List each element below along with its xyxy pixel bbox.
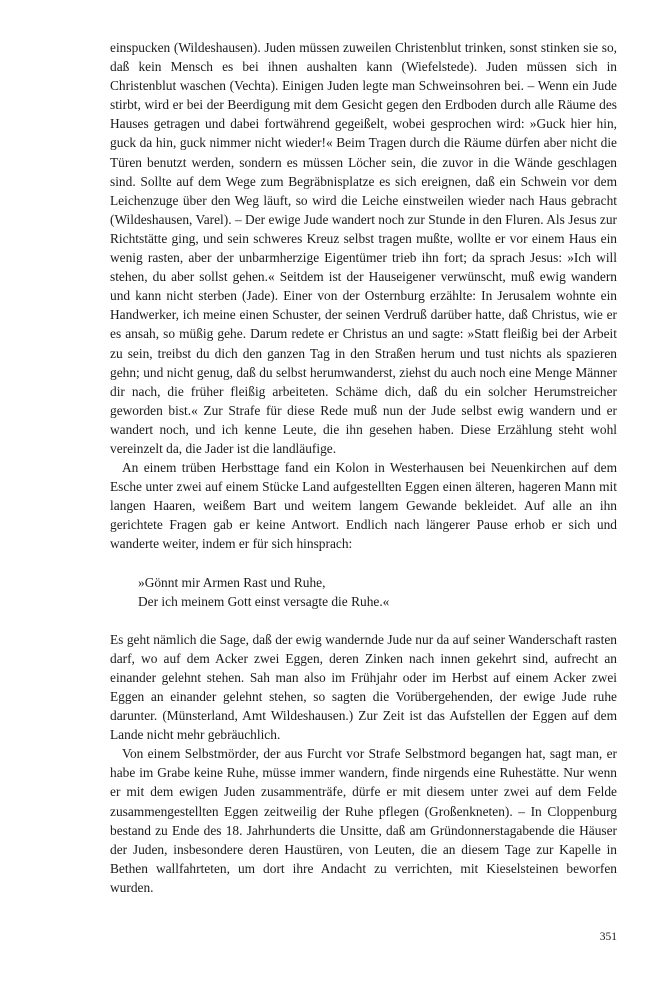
paragraph-2: An einem trüben Herbsttage fand ein Kolon in Westerhausen bei Neuenkirchen auf dem Esche unter zwei auf einem Stücke Land aufgestellten Eggen einen älteren, hageren Mann mit langen Haaren, weißem Bart und weitem langem Gewande bekleidet. Auf alle an ihn gerichtete Fragen gab er keine Antwort. Endlich nach längerer Pause erhob er sich und wanderte weiter, indem er für sich hinsprach: (110, 460, 617, 552)
verse-line-2: Der ich meinem Gott einst versagte die Ruhe.« (138, 593, 390, 609)
paragraph-3: Es geht nämlich die Sage, daß der ewig wandernde Jude nur da auf seiner Wanderschaft rasten darf, wo auf dem Acker zwei Eggen, deren Zinken nach innen gekehrt sind, aufrecht an einander gelehnt stehen. Sah man also im Frühjahr oder im Herbst auf einem Acker zwei Eggen an einander gelehnt stehen, so sagten die Vorübergehenden, der ewige Jude ruhe darunter. (Münsterland, Amt Wildeshausen.) Zur Zeit ist das Aufstellen der Eggen auf dem Lande nicht mehr gebräuchlich. (110, 631, 617, 743)
verse-line-1: »Gönnt mir Armen Rast und Ruhe, (138, 574, 326, 590)
page-body (110, 38, 617, 897)
page-number: 351 (599, 931, 617, 943)
verse-block (138, 573, 617, 611)
paragraph-4: Von einem Selbstmörder, der aus Furcht vor Strafe Selbstmord begangen hat, sagt man, er habe im Grabe keine Ruhe, müsse immer wandern, finde nirgends eine Ruhestätte. Nur wenn er mit dem ewigen Juden zusammenträfe, dürfe er mit diesem unter zwei auf dem Felde zusammengestellten Eggen zeitweilig der Ruhe pflegen (Großenkneten). – In Cloppenburg bestand zu Ende des 18. Jahrhunderts die Unsitte, daß am Gründonnerstagabende die Häuser der Juden, insbesondere deren Haustüren, von Leuten, die an diesem Tage zur Kapelle in Bethen wallfahrteten, um dort ihre Andacht zu verrichten, mit Kieselsteinen beworfen wurden. (110, 746, 617, 895)
paragraph-1: einspucken (Wildeshausen). Juden müssen zuweilen Christenblut trinken, sonst stinken sie so, daß kein Mensch es bei ihnen aushalten kann (Wiefelstede). Juden müssen sich in Christenblut waschen (Vechta). Einigen Juden legte man Schweinsohren bei. – Wenn ein Jude stirbt, wird er bei der Beerdigung mit dem Gesicht gegen den Erdboden durch alle Räume des Hauses getragen und dabei fortwährend gegeißelt, wobei gesprochen wird: »Guck hier hin, guck da hin, guck nimmer nicht wieder!« Beim Tragen durch die Räume dürfen aber nicht die Türen benutzt werden, sondern es müssen Löcher sein, die zuvor in die Wände geschlagen sind. Sollte auf dem Wege zum Begräbnisplatze es sich ereignen, daß ein Schwein vor dem Leichenzuge über den Weg läuft, so wird die Leiche einstweilen wieder nach Haus gebracht (Wildeshausen, Varel). – Der ewige Jude wandert noch zur Stunde in den Fluren. Als Jesus zur Richtstätte ging, und sein schweres Kreuz selbst tragen mußte, wollte er vor einem Haus ein wenig rasten, aber der unbarmherzige Eigentümer trieb ihn fort; da sprach Jesus: »Ich will stehen, du aber sollst gehen.« Seitdem ist der Hauseigener verwünscht, muß ewig wandern und kann nicht sterben (Jade). Einer von der Osternburg erzählte: In Jerusalem wohnte ein Handwerker, ich meine einen Schuster, der seinen Verdruß darüber hatte, daß Christus, wie er es ansah, so müßig gehe. Darum redete er Christus an und sagte: »Statt fleißig bei der Arbeit zu sein, treibst du dich den ganzen Tag in den Straßen herum und tust nichts als spazieren gehn; und nicht genug, daß du selbst herumwanderst, ziehst du auch noch eine Menge Männer dir nach, die früher fleißig arbeiteten. Schäme dich, daß du ein solcher Herumstreicher geworden bist.« Zur Strafe für diese Rede muß nun der Jude selbst ewig wandern und er wandert noch, und ich kenne Leute, die ihn gesehen haben. Diese Erzählung steht wohl vereinzelt da, die Jader ist die landläufige. (110, 40, 617, 456)
